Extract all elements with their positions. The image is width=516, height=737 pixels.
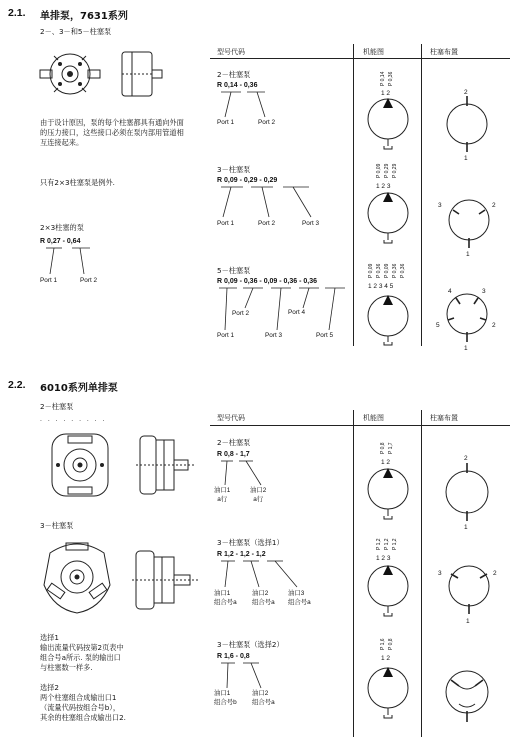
variant-2x3-code: R 0,27 - 0,64 bbox=[40, 238, 81, 245]
svg-text:P 1,2: P 1,2 bbox=[392, 538, 398, 550]
svg-text:2: 2 bbox=[464, 89, 468, 96]
row-5-port-4: Port 4 bbox=[288, 309, 306, 316]
pump-symbol-2-plunger bbox=[366, 62, 410, 152]
pump-6010-2-front bbox=[48, 430, 112, 500]
plunger-layout-6010-3b bbox=[442, 660, 492, 736]
row-2-port-1: Port 1 bbox=[217, 119, 235, 126]
svg-text:P 0,09: P 0,09 bbox=[384, 263, 390, 278]
variant-2x3-port-2: Port 2 bbox=[80, 277, 98, 284]
svg-text:P 1,7: P 1,7 bbox=[388, 442, 394, 454]
pump-front-drawing bbox=[40, 44, 110, 104]
table2-col-divider bbox=[353, 410, 354, 737]
svg-text:2: 2 bbox=[493, 570, 497, 577]
svg-text:1: 1 bbox=[466, 251, 470, 258]
row-3-port-3: Port 3 bbox=[302, 220, 320, 227]
row-2-plunger-title: 2－柱塞泵 bbox=[217, 70, 251, 79]
svg-text:2: 2 bbox=[492, 322, 496, 329]
pump-side-drawing bbox=[120, 48, 170, 100]
table2-header-rule bbox=[210, 425, 510, 426]
svg-text:P 1,2: P 1,2 bbox=[376, 538, 382, 550]
row-6010-3a-title: 3－柱塞泵（选择1） bbox=[217, 538, 284, 547]
pump-3-plunger-subtitle: 3－柱塞泵 bbox=[40, 521, 74, 530]
svg-text:1: 1 bbox=[464, 155, 468, 162]
svg-text:1 2: 1 2 bbox=[381, 459, 391, 466]
row-6010-3a-leaders bbox=[217, 559, 317, 589]
plunger-layout-5 bbox=[432, 282, 502, 352]
svg-text:1: 1 bbox=[464, 345, 468, 352]
svg-text:P 0,09: P 0,09 bbox=[376, 163, 382, 178]
section-number: 2.2. bbox=[8, 379, 26, 391]
section-title: 单排泵，7631系列 bbox=[40, 11, 128, 22]
pump-6010-3-front bbox=[40, 535, 114, 615]
svg-text:P 0,14: P 0,14 bbox=[380, 71, 386, 86]
row-6010-2-title: 2－柱塞泵 bbox=[217, 438, 251, 447]
svg-text:3: 3 bbox=[438, 570, 442, 577]
row-6010-3b-out-2: 油口2 组合号a bbox=[252, 690, 275, 706]
pump-symbol-3-plunger bbox=[366, 154, 410, 246]
svg-text:1: 1 bbox=[464, 524, 468, 531]
pump-symbol-6010-3b bbox=[366, 626, 410, 722]
row-6010-3b-code: R 1,6 - 0,8 bbox=[217, 653, 250, 660]
plunger-layout-6010-3a bbox=[436, 556, 502, 626]
svg-text:1 2: 1 2 bbox=[381, 90, 391, 97]
svg-text:P 0,36: P 0,36 bbox=[392, 263, 398, 278]
pump-6010-2-side bbox=[136, 432, 196, 498]
pump-subtitle: 2－、3－和5－柱塞泵 bbox=[40, 27, 112, 36]
row-6010-3b-title: 3－柱塞泵（选择2） bbox=[217, 640, 284, 649]
row-6010-2-out-2: 油口2 a行 bbox=[250, 487, 267, 503]
row-2-plunger-leaders bbox=[217, 90, 287, 120]
variant-2x3-port-1: Port 1 bbox=[40, 277, 58, 284]
row-3-plunger-code: R 0,09 - 0,29 - 0,29 bbox=[217, 177, 278, 184]
row-5-port-1: Port 1 bbox=[217, 332, 235, 339]
table2-col-divider bbox=[421, 410, 422, 737]
row-2-port-2: Port 2 bbox=[258, 119, 276, 126]
row-3-plunger-title: 3－柱塞泵 bbox=[217, 165, 251, 174]
svg-text:1 2 3 4 5: 1 2 3 4 5 bbox=[368, 283, 394, 290]
svg-text:P 0,29: P 0,29 bbox=[384, 163, 390, 178]
section-title: 6010系列单排泵 bbox=[40, 383, 118, 394]
row-6010-3b-out-1: 油口1 组合号b bbox=[214, 690, 237, 706]
dotted-separator: · · · · · · · · · bbox=[40, 418, 107, 425]
svg-text:5: 5 bbox=[436, 322, 440, 329]
design-note: 由于设计原因，泵的每个柱塞都具有通向外面的压力接口，这些接口必须在泵内部用管道相互连接起来。 bbox=[40, 118, 184, 147]
svg-text:P 0,09: P 0,09 bbox=[368, 263, 374, 278]
svg-text:P 1,6: P 1,6 bbox=[380, 638, 386, 650]
option-2-note: 选择2 两个柱塞组合成输出口1 （流量代码按组合号b）， 其余的柱塞组合成输出口2. bbox=[40, 683, 126, 722]
row-3-plunger-leaders bbox=[217, 185, 337, 220]
table1-col-divider bbox=[421, 44, 422, 346]
table1-header-rule bbox=[210, 58, 510, 59]
svg-text:2: 2 bbox=[464, 455, 468, 462]
table1-header-layout: 柱塞布置 bbox=[430, 48, 458, 56]
table1-header-symbol: 机能图 bbox=[363, 48, 384, 56]
svg-text:P 0,29: P 0,29 bbox=[392, 163, 398, 178]
row-6010-2-leaders bbox=[217, 459, 277, 489]
row-6010-3b-leaders bbox=[217, 661, 287, 691]
row-6010-3a-code: R 1,2 - 1,2 - 1,2 bbox=[217, 551, 266, 558]
variant-2x3-leaders bbox=[40, 246, 100, 276]
pump-6010-3-side bbox=[132, 547, 202, 613]
pump-symbol-6010-3a bbox=[366, 526, 410, 620]
exception-note: 只有2×3柱塞泵是例外. bbox=[40, 178, 115, 187]
row-6010-3a-out-2: 油口2 组合号a bbox=[252, 590, 275, 606]
row-5-plunger-title: 5－柱塞泵 bbox=[217, 266, 251, 275]
svg-text:P 0,36: P 0,36 bbox=[400, 263, 406, 278]
svg-text:2: 2 bbox=[492, 202, 496, 209]
section-number: 2.1. bbox=[8, 7, 26, 19]
row-5-plunger-code: R 0,09 - 0,36 - 0,09 - 0,36 - 0,36 bbox=[217, 278, 318, 285]
svg-text:P 0,36: P 0,36 bbox=[388, 71, 394, 86]
pump-2-plunger-subtitle: 2－柱塞泵 bbox=[40, 402, 74, 411]
row-3-port-1: Port 1 bbox=[217, 220, 235, 227]
row-6010-3a-out-3: 油口3 组合号a bbox=[288, 590, 311, 606]
table2-header-layout: 柱塞布置 bbox=[430, 414, 458, 422]
svg-text:P 1,2: P 1,2 bbox=[384, 538, 390, 550]
svg-text:1 2 3: 1 2 3 bbox=[376, 555, 391, 562]
svg-text:1: 1 bbox=[466, 618, 470, 625]
table2-header-symbol: 机能图 bbox=[363, 414, 384, 422]
option-1-note: 选择1 输出流量代码按第2页表中 组合号a所示. 泵的输出口 与柱塞数一样多. bbox=[40, 633, 124, 672]
svg-text:1 2: 1 2 bbox=[381, 655, 391, 662]
plunger-layout-3 bbox=[436, 190, 502, 256]
row-6010-2-code: R 0,8 - 1,7 bbox=[217, 451, 250, 458]
row-5-port-2: Port 2 bbox=[232, 310, 250, 317]
variant-2x3-title: 2×3柱塞的泵 bbox=[40, 223, 84, 232]
pump-symbol-6010-2 bbox=[366, 430, 410, 522]
plunger-layout-6010-2 bbox=[442, 452, 492, 531]
svg-text:P 0,8: P 0,8 bbox=[388, 638, 394, 650]
table1-header-model: 型号代码 bbox=[217, 48, 245, 56]
plunger-layout-2 bbox=[442, 86, 492, 162]
svg-text:4: 4 bbox=[448, 288, 452, 295]
svg-text:P 0,8: P 0,8 bbox=[380, 442, 386, 454]
svg-text:3: 3 bbox=[438, 202, 442, 209]
row-5-port-5: Port 5 bbox=[316, 332, 334, 339]
svg-text:P 0,36: P 0,36 bbox=[376, 263, 382, 278]
pump-symbol-5-plunger bbox=[362, 256, 412, 348]
svg-text:3: 3 bbox=[482, 288, 486, 295]
svg-text:1 2 3: 1 2 3 bbox=[376, 183, 391, 190]
row-2-plunger-code: R 0,14 - 0,36 bbox=[217, 82, 258, 89]
row-5-port-3: Port 3 bbox=[265, 332, 283, 339]
table2-header-model: 型号代码 bbox=[217, 414, 245, 422]
row-3-port-2: Port 2 bbox=[258, 220, 276, 227]
row-6010-2-out-1: 油口1 a行 bbox=[214, 487, 231, 503]
row-6010-3a-out-1: 油口1 组合号a bbox=[214, 590, 237, 606]
